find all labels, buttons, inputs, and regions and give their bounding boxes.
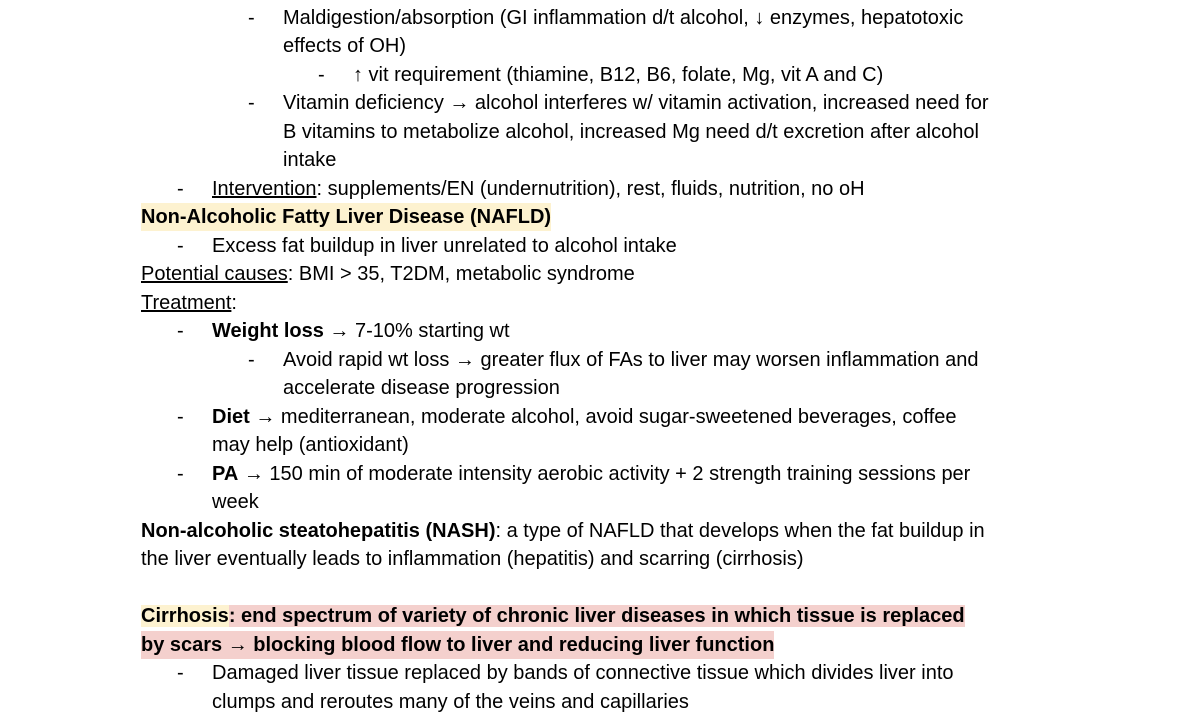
nafld-heading: Non-Alcoholic Fatty Liver Disease (NAFLD) — [141, 203, 551, 231]
text-line: Maldigestion/absorption (GI inflammation d/t alcohol, ↓ enzymes, hepatotoxic — [283, 7, 964, 29]
text-line: Avoid rapid wt loss → greater flux of FAs to liver may worsen inflammation and — [283, 349, 979, 371]
text-line: Excess fat buildup in liver unrelated to alcohol intake — [212, 235, 677, 257]
pa-label: PA — [212, 463, 239, 485]
weight-loss-text: → 7-10% starting wt — [323, 320, 510, 342]
bullet-dash: - — [248, 349, 255, 371]
potential-causes-label: Potential causes — [141, 263, 288, 285]
nash-label: Non-alcoholic steatohepatitis (NASH) — [141, 520, 496, 542]
bullet-dash: - — [177, 178, 184, 200]
text-line: Damaged liver tissue replaced by bands of connective tissue which divides liver into — [212, 662, 954, 684]
text-line: the liver eventually leads to inflammation (hepatitis) and scarring (cirrhosis) — [141, 548, 804, 570]
text-line: effects of OH) — [283, 35, 407, 57]
diet-label: Diet — [212, 406, 250, 428]
bullet-dash: - — [318, 64, 325, 86]
weight-loss-line — [212, 317, 510, 345]
cirrhosis-text: : end spectrum of variety of chronic liver diseases in which tissue is replaced — [228, 605, 965, 627]
cirrhosis-text-cont: by scars → blocking blood flow to liver and reducing liver function — [141, 631, 774, 659]
intervention-line — [212, 175, 865, 203]
text-line: intake — [283, 149, 337, 171]
nash-text: : a type of NAFLD that develops when the fat buildup in — [495, 520, 985, 542]
text-line: week — [212, 491, 259, 513]
cirrhosis-line — [141, 602, 965, 630]
bullet-dash: - — [248, 7, 255, 29]
pa-line — [212, 460, 970, 488]
cirrhosis-label: Cirrhosis — [141, 605, 229, 627]
potential-causes-line — [141, 260, 635, 288]
treatment-label: Treatment — [141, 292, 232, 314]
intervention-text: : supplements/EN (undernutrition), rest, fluids, nutrition, no oH — [316, 178, 865, 200]
text-line: Vitamin deficiency → alcohol interferes w/ vitamin activation, increased need for — [283, 92, 989, 114]
treatment-colon: : — [231, 292, 237, 314]
weight-loss-label: Weight loss — [212, 320, 324, 342]
text-line: ↑ vit requirement (thiamine, B12, B6, folate, Mg, vit A and C) — [353, 64, 884, 86]
bullet-dash: - — [177, 320, 184, 342]
intervention-label: Intervention — [212, 178, 317, 200]
treatment-line — [141, 289, 237, 317]
bullet-dash: - — [177, 463, 184, 485]
text-line: may help (antioxidant) — [212, 434, 409, 456]
nash-line — [141, 517, 985, 545]
bullet-dash: - — [177, 235, 184, 257]
bullet-dash: - — [177, 662, 184, 684]
potential-causes-text: : BMI > 35, T2DM, metabolic syndrome — [287, 263, 635, 285]
text-line: clumps and reroutes many of the veins and capillaries — [212, 691, 689, 713]
pa-text: → 150 min of moderate intensity aerobic activity + 2 strength training sessions per — [238, 463, 971, 485]
text-line: B vitamins to metabolize alcohol, increased Mg need d/t excretion after alcohol — [283, 121, 979, 143]
text-line: accelerate disease progression — [283, 377, 560, 399]
diet-line — [212, 403, 957, 431]
bullet-dash: - — [177, 406, 184, 428]
bullet-dash: - — [248, 92, 255, 114]
diet-text: → mediterranean, moderate alcohol, avoid sugar-sweetened beverages, coffee — [249, 406, 957, 428]
